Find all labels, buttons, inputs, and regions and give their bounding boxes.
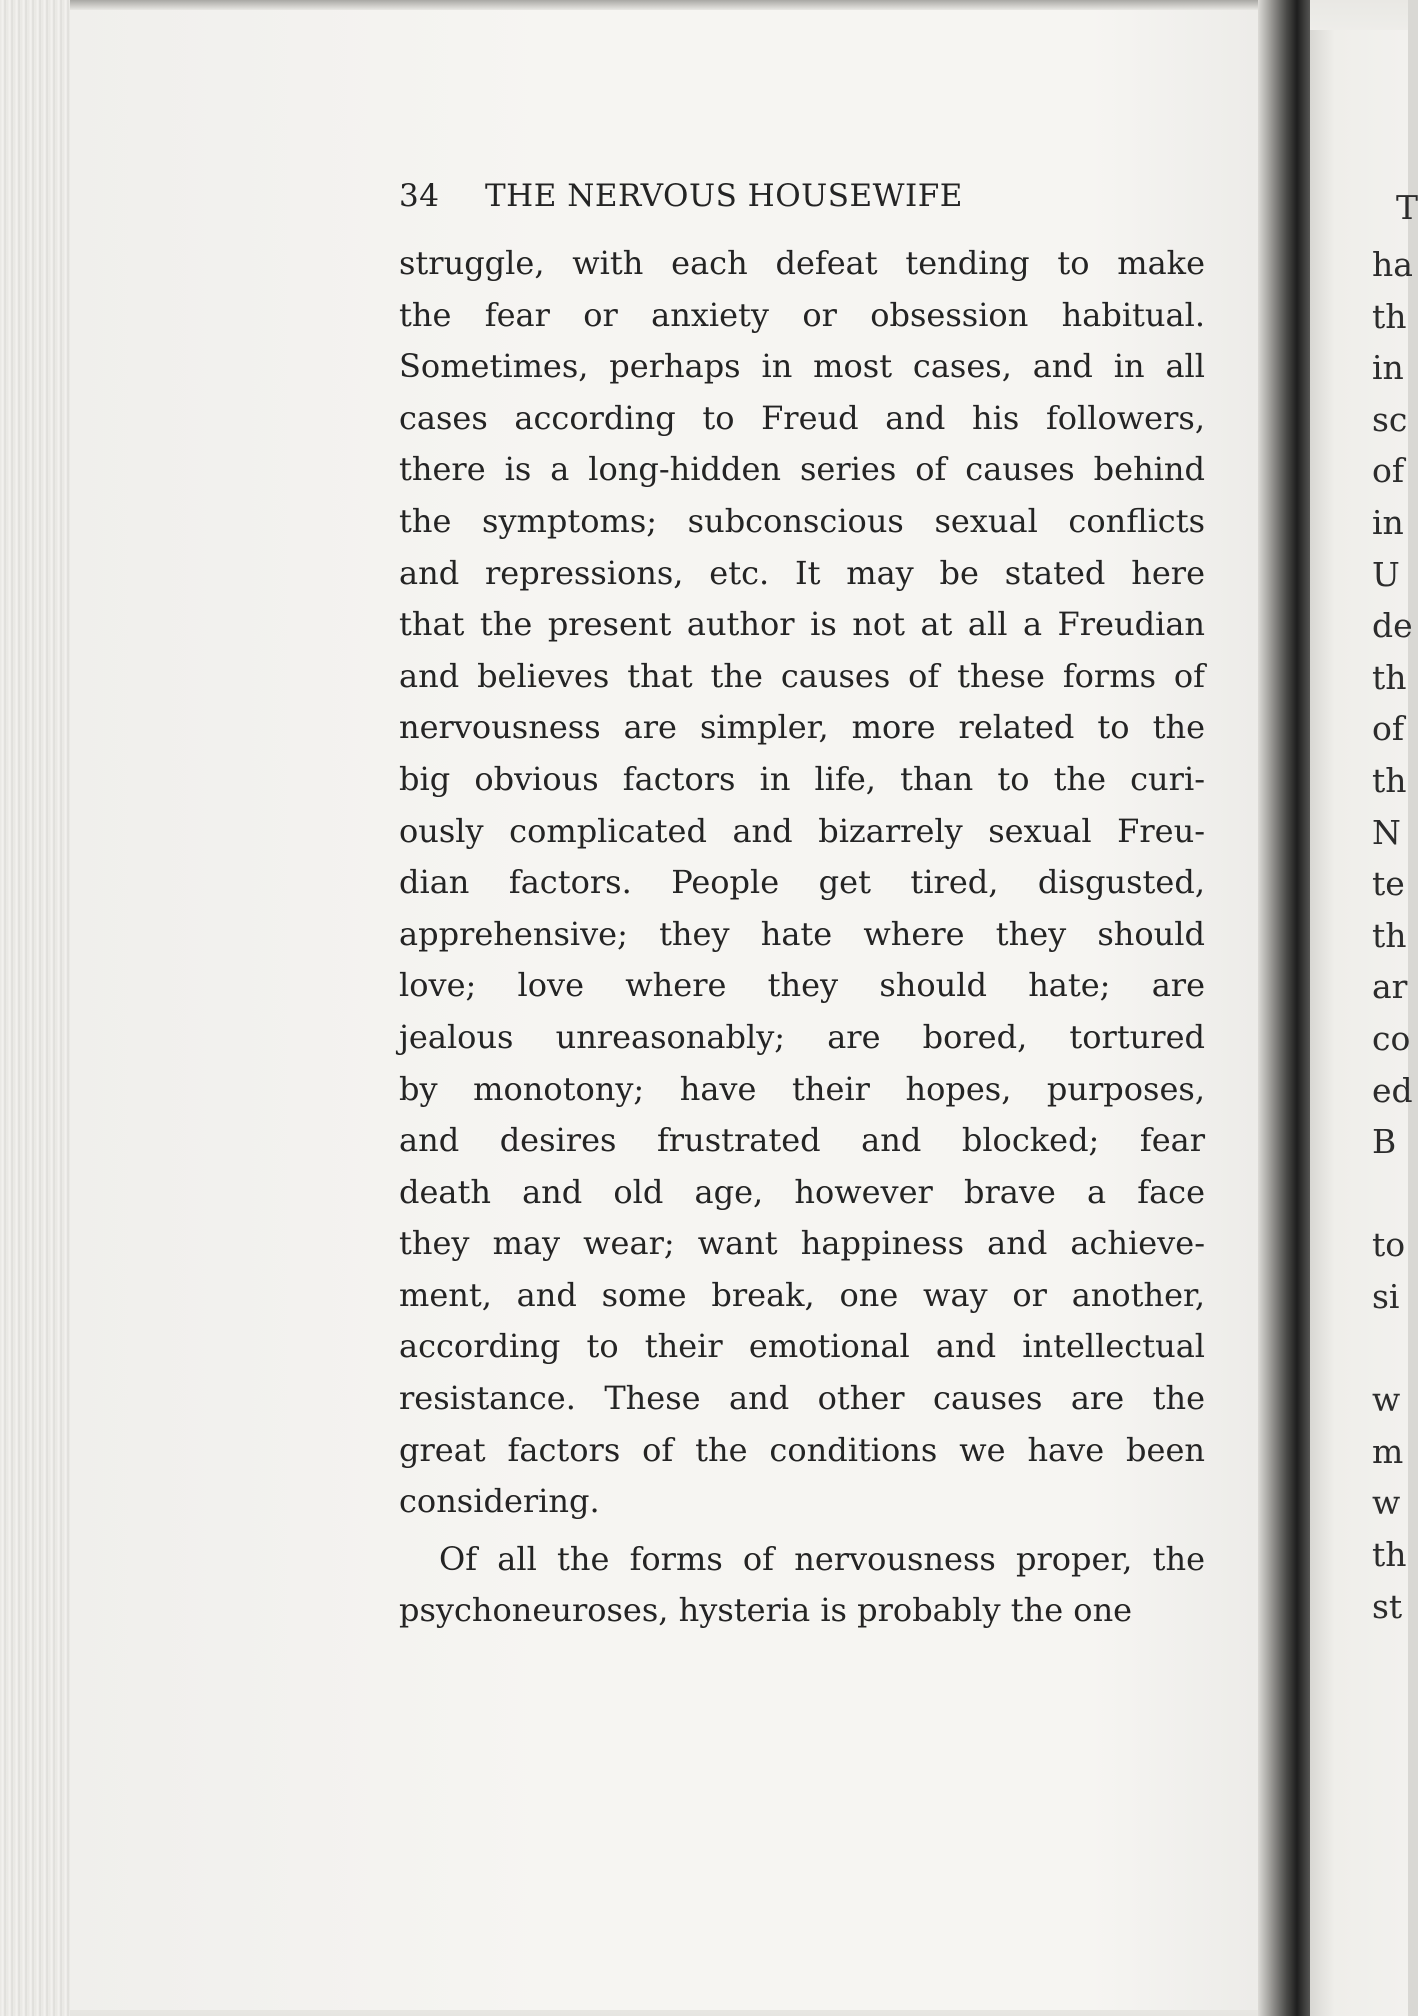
facing-page-line-fragment: w [1372, 1483, 1401, 1523]
paragraph-1-line: considering. [399, 1482, 600, 1521]
facing-page-line-fragment: th [1372, 761, 1407, 800]
paragraph-1-line: ment, and some break, one way or another, [399, 1275, 1205, 1314]
paragraph-1-line: nervousness are simpler, more related to the [399, 708, 1205, 747]
paragraph-1-line: and desires frustrated and blocked; fear [399, 1121, 1205, 1160]
paragraph-1-line: they may wear; want happiness and achieve- [399, 1224, 1205, 1263]
paragraph-1-line: by monotony; have their hopes, purposes, [399, 1069, 1205, 1108]
paragraph-1-line: death and old age, however brave a face [399, 1172, 1205, 1211]
paragraph-2-line: Of all the forms of nervousness proper, the [439, 1539, 1205, 1578]
facing-page-line-fragment: of [1372, 451, 1405, 491]
paragraph-1-line: and repressions, etc. It may be stated here [399, 553, 1205, 592]
paragraph-1 [399, 238, 1205, 1528]
paragraph-1-line: the symptoms; subconscious sexual conflicts [399, 501, 1205, 540]
facing-page-line-fragment: ed [1372, 1070, 1413, 1110]
facing-page-line-fragment: co [1372, 1019, 1411, 1058]
facing-page-fragment [1310, 30, 1418, 2016]
facing-page-line-fragment: ha [1372, 245, 1413, 284]
facing-page-line-fragment: in [1372, 503, 1404, 542]
page-text-block [399, 178, 1205, 1637]
paragraph-1-line: jealous unreasonably; are bored, tortured [399, 1017, 1205, 1056]
facing-page-line-fragment: N [1372, 812, 1401, 852]
paragraph-1-line: Sometimes, perhaps in most cases, and in all [399, 347, 1205, 386]
facing-page-line-fragment: B [1372, 1122, 1397, 1162]
facing-page-line-fragment: of [1372, 709, 1405, 749]
facing-page-line-fragment: de [1372, 606, 1413, 646]
paragraph-1-line: there is a long-hidden series of causes behind [399, 450, 1205, 489]
paragraph-1-line: ously complicated and bizarrely sexual Freu- [399, 811, 1205, 850]
facing-page-line-fragment: st [1372, 1586, 1403, 1626]
paragraph-1-line: cases according to Freud and his followers, [399, 398, 1205, 437]
paragraph-1-line: the fear or anxiety or obsession habitual. [399, 295, 1205, 334]
paragraph-1-line: big obvious factors in life, than to the curi- [399, 759, 1205, 798]
facing-page-line-fragment: th [1372, 915, 1407, 955]
facing-page-line-fragment: to [1372, 1225, 1406, 1265]
paragraph-1-line: great factors of the conditions we have been [399, 1430, 1205, 1469]
facing-page-line-fragment: th [1372, 296, 1407, 336]
facing-page-line-fragment: sc [1372, 399, 1408, 439]
facing-page-line-fragment: T [1396, 188, 1418, 227]
facing-page-line-fragment: th [1372, 1535, 1407, 1574]
stacked-page-edges [0, 0, 70, 2016]
paragraph-1-line: according to their emotional and intellectual [399, 1327, 1205, 1366]
running-head [399, 178, 1205, 238]
facing-page-line-fragment: w [1372, 1380, 1401, 1420]
facing-page-line-fragment: m [1372, 1431, 1404, 1471]
paragraph-1-line: love; love where they should hate; are [399, 966, 1205, 1005]
paragraph-2 [399, 1534, 1205, 1637]
paragraph-1-line: that the present author is not at all a Freudian [399, 605, 1205, 644]
top-page-edge [0, 0, 1290, 10]
paragraph-1-line: apprehensive; they hate where they should [399, 914, 1205, 953]
paragraph-1-line: resistance. These and other causes are the [399, 1379, 1205, 1418]
facing-page-line-fragment: te [1372, 864, 1405, 904]
page-number: 34 [399, 178, 440, 214]
facing-page-line-fragment: ar [1372, 967, 1408, 1007]
paragraph-1-line: dian factors. People get tired, disgusted, [399, 863, 1205, 902]
running-title: THE NERVOUS HOUSEWIFE [485, 178, 963, 214]
paragraph-1-line: struggle, with each defeat tending to make [399, 244, 1205, 282]
facing-page-line-fragment: in [1372, 348, 1404, 388]
paragraph-1-line: and believes that the causes of these forms of [399, 656, 1205, 695]
facing-page-line-fragment: si [1372, 1277, 1400, 1316]
paragraph-2-line: psychoneuroses, hysteria is probably the one [399, 1591, 1133, 1630]
facing-page-line-fragment: th [1372, 657, 1407, 697]
facing-page-line-fragment: U [1372, 554, 1400, 594]
book-gutter [1258, 0, 1310, 2016]
